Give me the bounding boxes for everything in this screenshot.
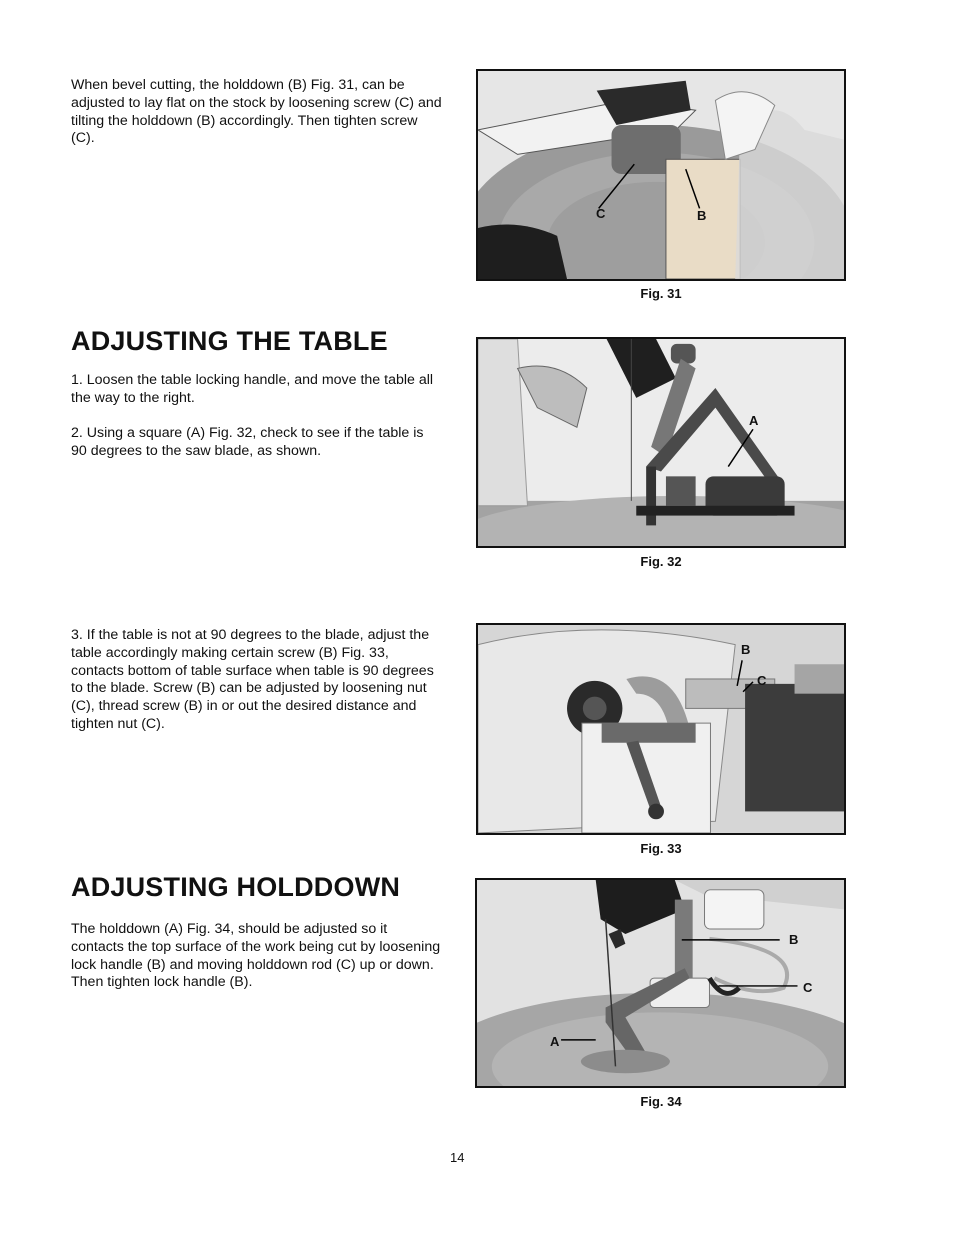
- holddown-paragraph: The holddown (A) Fig. 34, should be adjusted so it contacts the top surface of the work being cut by loosening lock handle (B) and moving holddown rod (C) up or down. Then tighten lock handle (B).: [71, 921, 441, 991]
- fig-33-callout-c: C: [757, 673, 767, 688]
- fig-31-illustration: [478, 71, 844, 279]
- fig-33-photo: [476, 623, 846, 835]
- fig-31-callout-c: C: [596, 206, 606, 221]
- table-step-1: 1. Loosen the table locking handle, and move the table all the way to the right.: [71, 372, 434, 406]
- fig-32-illustration: [478, 339, 844, 546]
- fig-33-caption: Fig. 33: [640, 841, 682, 856]
- fig-34-callout-a: A: [550, 1034, 560, 1049]
- fig-34-photo: [475, 878, 846, 1088]
- fig-31-photo: [476, 69, 846, 281]
- fig-33-callout-b: B: [741, 642, 751, 657]
- fig-34-callout-c: C: [803, 980, 813, 995]
- adjusting-table-heading: ADJUSTING THE TABLE: [71, 326, 388, 356]
- fig-34-callout-b: B: [789, 932, 799, 947]
- adjusting-holddown-heading: ADJUSTING HOLDDOWN: [71, 872, 401, 902]
- bevel-cutting-paragraph: When bevel cutting, the holddown (B) Fig. 31, can be adjusted to lay flat on the stock by loosening screw (C) and tilting the holddown (B) accordingly. Then tighten screw (C).: [71, 77, 442, 147]
- fig-34-illustration: [477, 880, 844, 1086]
- fig-32-caption: Fig. 32: [640, 554, 682, 569]
- fig-32-callout-a: A: [749, 413, 759, 428]
- fig-32-photo: [476, 337, 846, 548]
- fig-31-caption: Fig. 31: [640, 286, 682, 301]
- fig-34-caption: Fig. 34: [640, 1094, 682, 1109]
- table-step-3: 3. If the table is not at 90 degrees to the blade, adjust the table accordingly making certain screw (B) Fig. 33, contacts bottom of table surface when table is 90 degrees to the blade. Screw (B) can be adjusted by loosening nut (C), thread screw (B) in or out the desired distance and tighten nut (C).: [71, 627, 434, 732]
- fig-31-callout-b: B: [697, 208, 707, 223]
- table-step-2: 2. Using a square (A) Fig. 32, check to see if the table is 90 degrees to the saw blade, as shown.: [71, 425, 424, 459]
- fig-33-illustration: [478, 625, 844, 833]
- page-number: 14: [450, 1150, 465, 1165]
